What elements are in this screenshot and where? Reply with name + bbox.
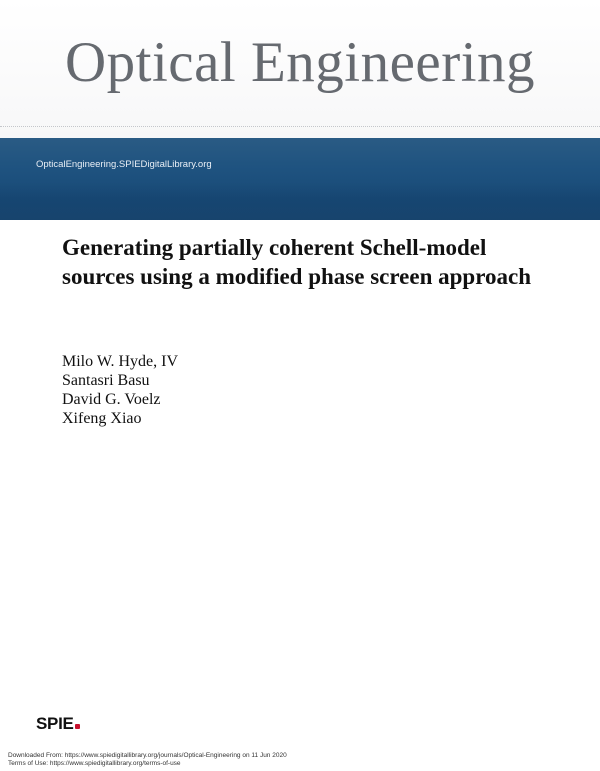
logo-dot-icon: [75, 724, 80, 729]
logo-text: SPIE: [36, 714, 74, 733]
author-list: [62, 352, 178, 428]
author-name: Xifeng Xiao: [62, 410, 142, 427]
article-title: Generating partially coherent Schell-model sources using a modified phase screen approach: [62, 235, 531, 289]
masthead-divider: [0, 126, 600, 127]
author-name: Santasri Basu: [62, 372, 150, 389]
journal-title: Optical Engineering: [64, 31, 536, 94]
terms-of-use-link[interactable]: Terms of Use: https://www.spiedigitallibrary.org/terms-of-use: [8, 760, 181, 767]
spie-logo: [36, 714, 80, 734]
author-name: Milo W. Hyde, IV: [62, 353, 178, 370]
author-name: David G. Voelz: [62, 391, 161, 408]
banner-shading: [0, 182, 600, 220]
download-footer: [8, 752, 287, 768]
download-note: Downloaded From: https://www.spiedigitallibrary.org/journals/Optical-Engineering on 11 Jun 2020: [8, 752, 287, 759]
journal-url[interactable]: OpticalEngineering.SPIEDigitalLibrary.org: [36, 159, 212, 170]
journal-masthead: [0, 0, 600, 138]
